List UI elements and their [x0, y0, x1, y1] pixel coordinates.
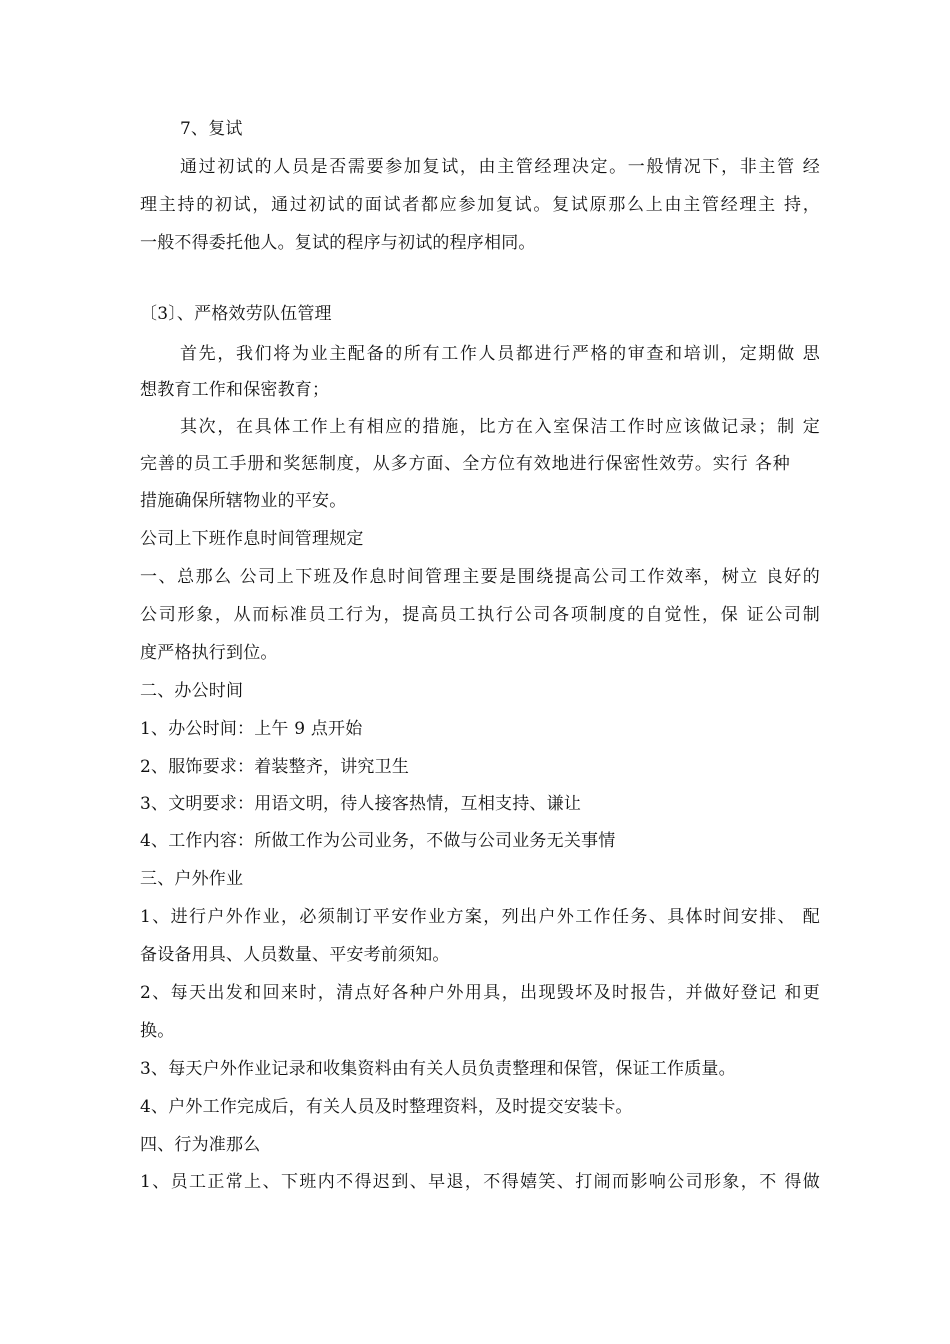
paragraph-line: 度严格执行到位。 — [140, 643, 278, 663]
list-item: 3、每天户外作业记录和收集资料由有关人员负责整理和保管，保证工作质量。 — [140, 1059, 736, 1079]
paragraph-line: 理主持的初试，通过初试的面试者都应参加复试。复试原那么上由主管经理主 持， — [140, 195, 820, 215]
paragraph-line: 一、总那么 公司上下班及作息时间管理主要是围绕提高公司工作效率，树立 良好的 — [140, 567, 820, 587]
list-item: 3、文明要求：用语文明，待人接客热情，互相支持、谦让 — [140, 794, 582, 814]
list-item: 4、户外工作完成后，有关人员及时整理资料，及时提交安装卡。 — [140, 1097, 633, 1117]
paragraph-line: 措施确保所辖物业的平安。 — [140, 491, 347, 511]
list-item-continued: 备设备用具、人员数量、平安考前须知。 — [140, 945, 450, 965]
paragraph-line: 其次，在具体工作上有相应的措施，比方在入室保洁工作时应该做记录；制 定 — [180, 417, 820, 437]
section-heading: 四、行为准那么 — [140, 1135, 261, 1155]
paragraph-line: 通过初试的人员是否需要参加复试，由主管经理决定。一般情况下，非主管 经 — [180, 157, 820, 177]
section-heading: 7、复试 — [180, 119, 243, 139]
list-item: 1、办公时间：上午 9 点开始 — [140, 719, 363, 739]
paragraph-line: 一般不得委托他人。复试的程序与初试的程序相同。 — [140, 233, 536, 253]
document-title: 公司上下班作息时间管理规定 — [140, 529, 364, 549]
list-item: 4、工作内容：所做工作为公司业务，不做与公司业务无关事情 — [140, 831, 616, 851]
paragraph-line: 公司形象，从而标准员工行为，提高员工执行公司各项制度的自觉性，保 证公司制 — [140, 605, 820, 625]
section-heading: 二、办公时间 — [140, 681, 244, 701]
paragraph-line: 完善的员工手册和奖惩制度，从多方面、全方位有效地进行保密性效劳。实行 各种 — [140, 454, 790, 474]
list-item-continued: 换。 — [140, 1021, 175, 1041]
list-item: 1、进行户外作业，必须制订平安作业方案，列出户外工作任务、具体时间安排、 配 — [140, 907, 820, 927]
list-item: 2、每天出发和回来时，清点好各种户外用具，出现毁坏及时报告，并做好登记 和更 — [140, 983, 820, 1003]
list-item: 2、服饰要求：着装整齐，讲究卫生 — [140, 757, 410, 777]
paragraph-line: 想教育工作和保密教育； — [140, 380, 330, 400]
list-item: 1、员工正常上、下班内不得迟到、早退，不得嬉笑、打闹而影响公司形象，不 得做 — [140, 1172, 820, 1192]
section-heading: 三、户外作业 — [140, 869, 244, 889]
section-heading: 〔3〕、严格效劳队伍管理 — [140, 304, 332, 324]
paragraph-line: 首先，我们将为业主配备的所有工作人员都进行严格的审查和培训，定期做 思 — [180, 344, 820, 364]
